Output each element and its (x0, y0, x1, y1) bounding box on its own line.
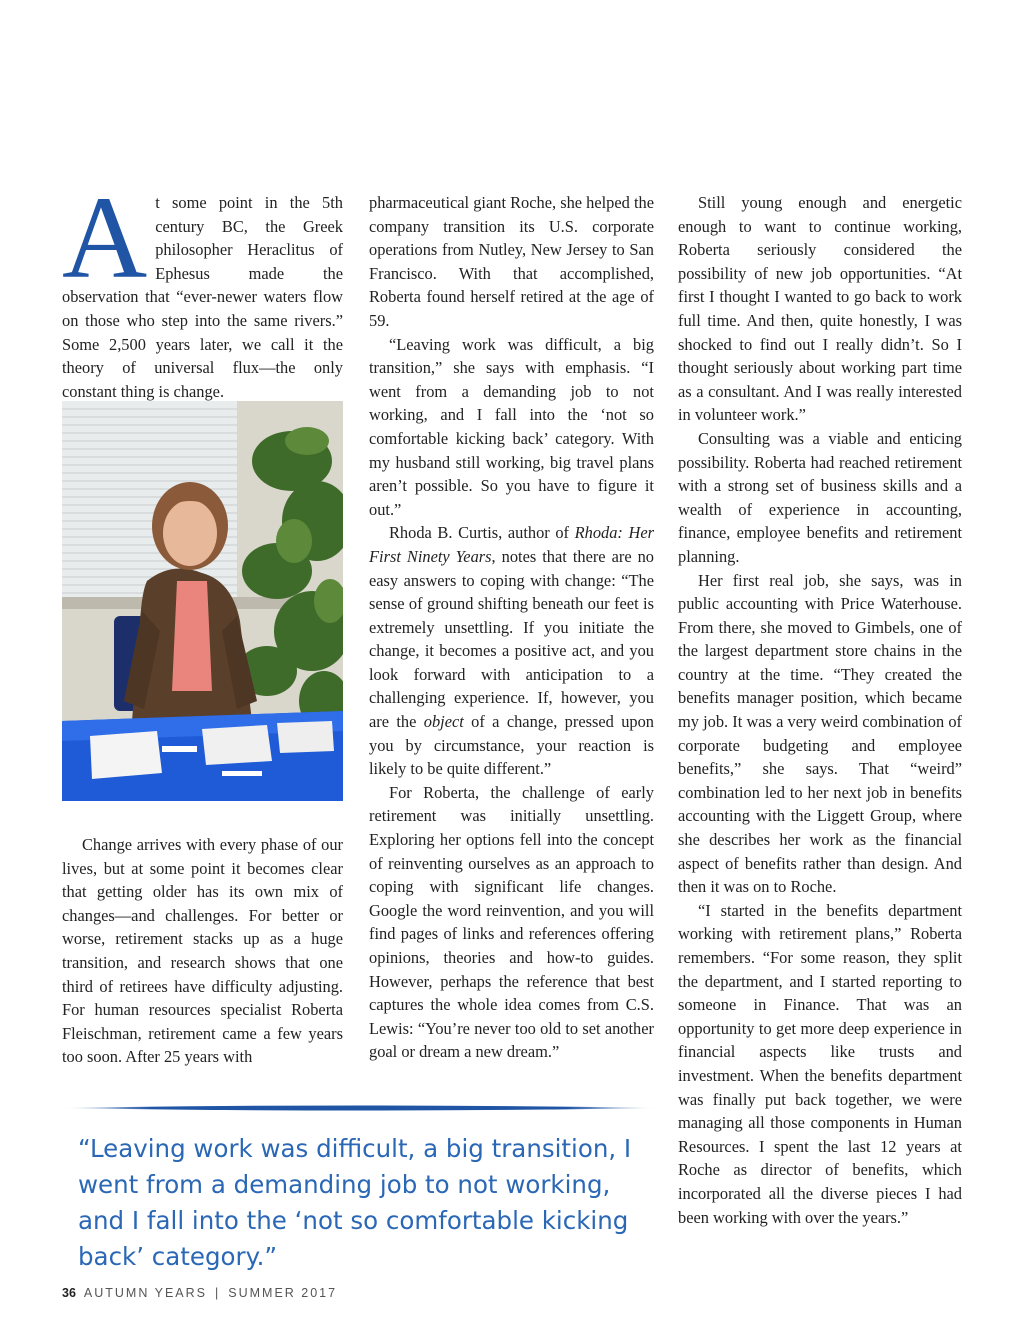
article-paragraph: Change arrives with every phase of our lives, but at some point it becomes clear that getting older has its own mix of changes—and challenges. For better or worse, retirement stacks up as a huge transition, and research shows that one third of retirees have difficulty adjusting. For human resources specialist Roberta Fleischman, retirement came a few years too soon. After 25 years with (62, 835, 343, 1067)
book-title: Rhoda: Her First Ninety Years (369, 523, 655, 566)
article-photo (62, 401, 343, 801)
article-paragraph: For Roberta, the challenge of early retirement was initially unsettling. Exploring her options fell into the concept of reinventing ourselves as an approach to coping with significant life changes. Google the word reinvention, and you will find pages of links and references offering opinions, theories and how-to guides. However, perhaps the reference that best captures the whole idea comes from C.S. Lewis: “You’re never too old to set another goal or dream a new dream.” (369, 782, 654, 1062)
woman-at-table-photo (62, 401, 343, 801)
issue-date: SUMMER 2017 (228, 1286, 338, 1300)
footer-separator: | (215, 1286, 221, 1300)
pullquote-rule (62, 1104, 656, 1112)
article-paragraph: “I started in the benefits department working with retirement plans,” Roberta remembers. “For some reason, they split the department, and I started reporting to someone in Finance. That was an opportunity to get more deep experience in financial aspects like trusts and investment. When the benefits department was finally put back together, we were managing all those components in Human Resources. I spent the last 12 years at Roche as director of benefits, which incorporated all the diverse pieces I had been working with over the years.” (678, 900, 962, 1227)
publication-name: AUTUMN YEARS (83, 1286, 207, 1300)
article-paragraph: Still young enough and energetic enough to want to continue working, Roberta seriously considered the possibility of new job opportunities. “At first I thought I wanted to go back to work full time. And then, quite honestly, I was shocked to find out I really didn’t. So I thought seriously about working part time as a consultant. And I was really interested in volunteer work.” (678, 193, 962, 425)
article-paragraph: pharmaceutical giant Roche, she helped the company transition its U.S. corporate operations from Nutley, New Jersey to San Francisco. With that accomplished, Roberta found herself retired at the age of 59. (369, 193, 654, 330)
article-column-1-top (62, 172, 343, 403)
article-paragraph (369, 521, 654, 781)
page-number: 36 (62, 1286, 76, 1300)
drop-cap: A (62, 172, 148, 303)
text-run: Rhoda B. Curtis, author of (389, 523, 575, 543)
article-column-1-bottom (62, 833, 343, 1069)
article-paragraph: “Leaving work was difficult, a big transition,” she says with emphasis. “I went from a demanding job to not working, and I fall into the ‘not so comfortable kicking back’ category. With my husband still working, big travel plans aren’t possible. So you have to figure it out.” (369, 334, 654, 519)
article-paragraph: Consulting was a viable and enticing possibility. Roberta had reached retirement with a strong set of business skills and a wealth of experience in accounting, finance, employee benefits and retirement planning. (678, 428, 962, 566)
page-footer (62, 1286, 337, 1300)
article-column-2 (369, 191, 654, 1064)
pull-quote: “Leaving work was difficult, a big transition, I went from a demanding job to not working, and I fall into the ‘not so comfortable kicking back’ category.” (78, 1134, 632, 1271)
article-column-3 (678, 191, 962, 1229)
text-run: , notes that there are no easy answers to coping with change: “The sense of ground shifting beneath our feet is extremely unsettling. If you initiate the change, it becomes a positive act, and you look forward with anticipation to a challenging experience. If, however, you are the (369, 546, 655, 732)
emphasis: object (423, 712, 464, 732)
article-paragraph: t some point in the 5th century BC, the Greek philosopher Heraclitus of Ephesus made the observation that “ever-newer waters flow on those who step into the same rivers.” Some 2,500 years later, we call it the theory of universal flux—the only constant thing is change. (62, 193, 343, 401)
article-paragraph: Her first real job, she says, was in public accounting with Price Waterhouse. From there, she moved to Gimbels, one of the largest department store chains in the country at the time. “They created the benefits manager position, which became my job. It was a very weird combination of corporate budgeting and employee benefits,” she says. That “weird” combination led to her next job in benefits accounting with the Liggett Group, where she describes her work as the financial aspect of benefits rather than design. And then it was on to Roche. (678, 570, 962, 897)
text-run: of a change, pressed upon you by circumstance, your reaction is likely to be quite different.” (369, 712, 654, 779)
